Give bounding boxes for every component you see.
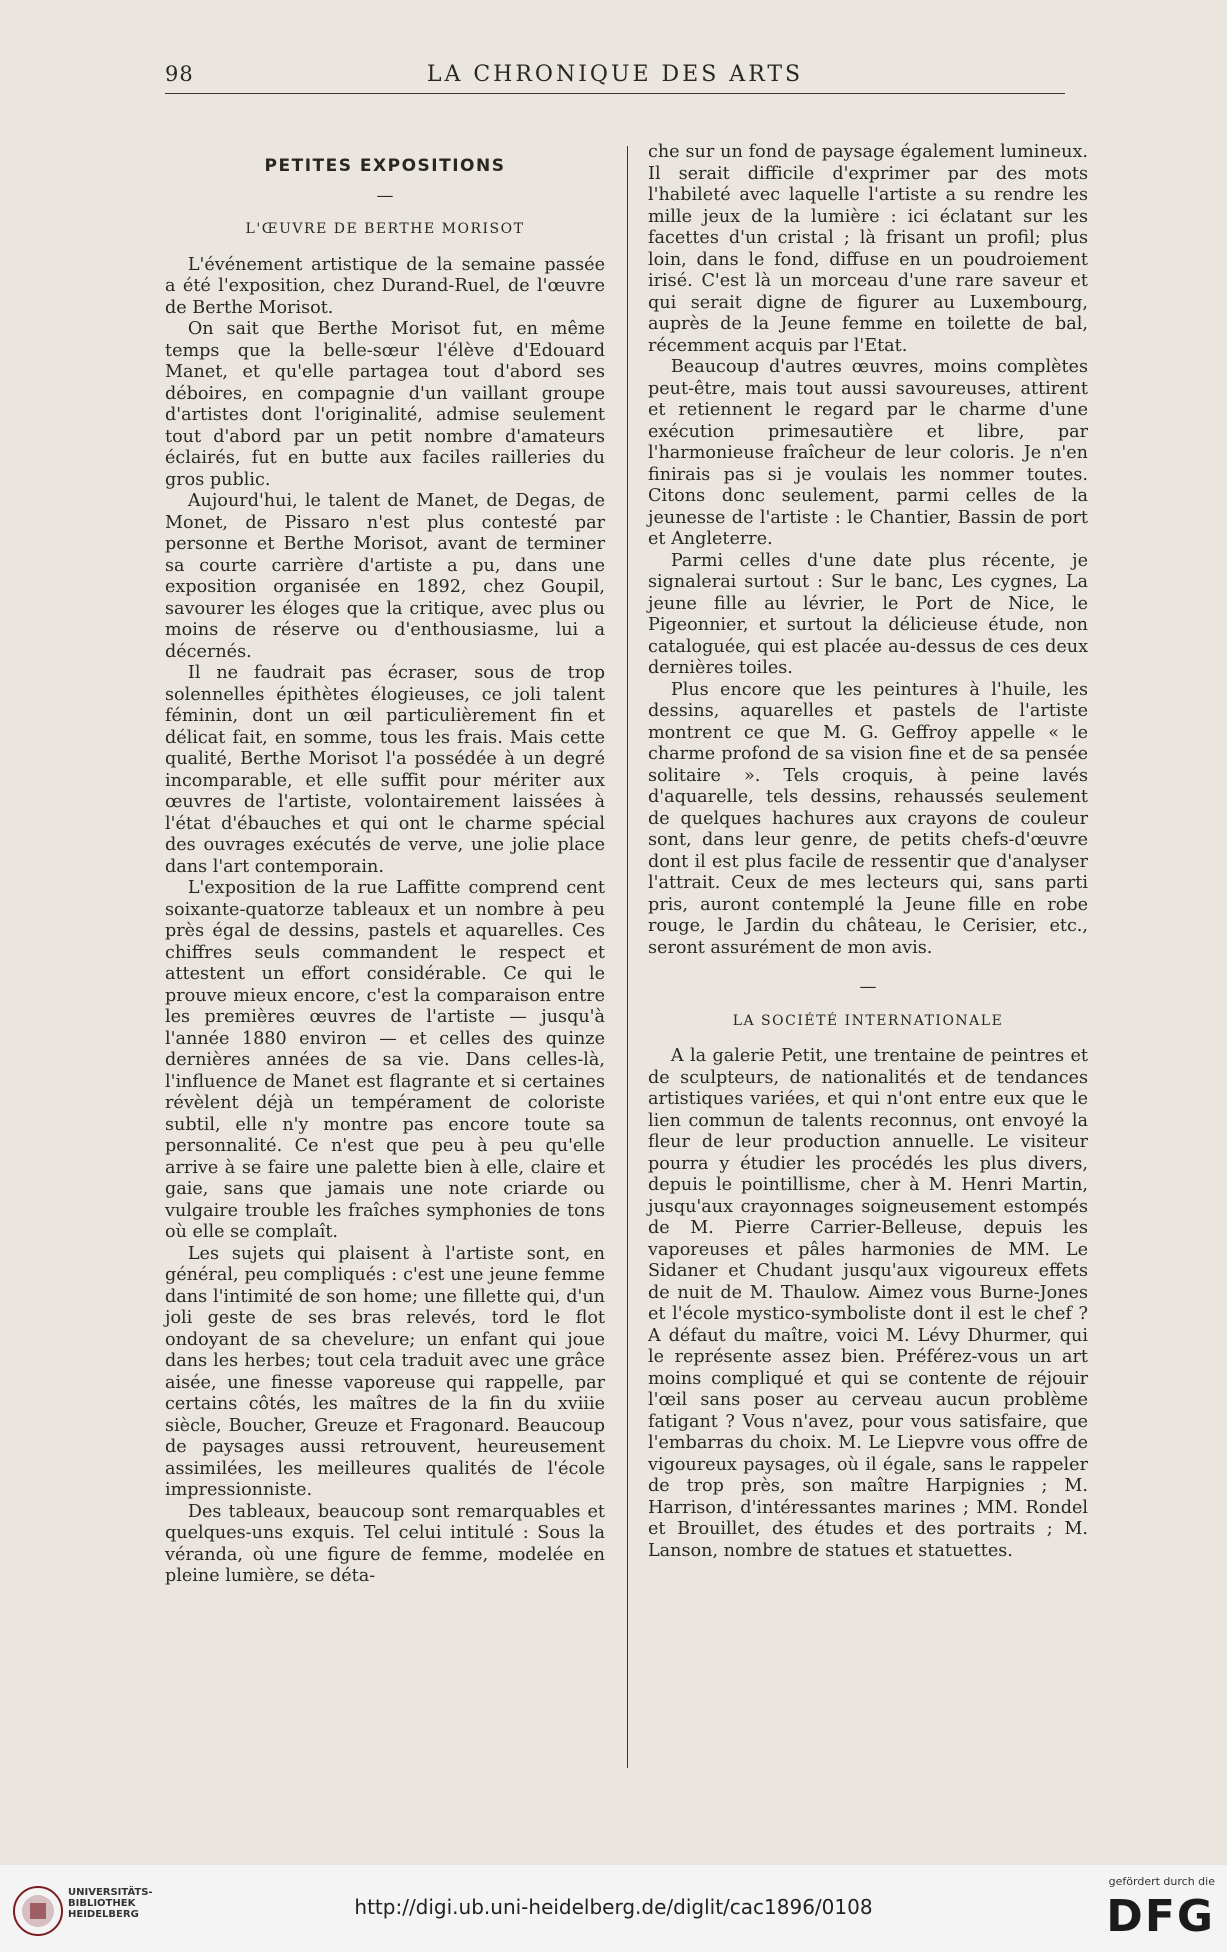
- sponsor-note: gefördert durch die: [1108, 1875, 1215, 1888]
- section-dash: —: [376, 185, 394, 206]
- header-rule: [165, 93, 1065, 94]
- paragraph: Il ne faudrait pas écraser, sous de trop solennelles épithètes élogieuses, ce joli talent féminin, dont un œil particulièrement fin et délicat fait, en somme, tous les frais. Mais cette qualité, Berthe Morisot l'a possédée à un degré incomparable, et elle suffit pour mériter aux œuvres de l'artiste, volontairement laissées à l'état d'ébauches et qui ont le charme spécial des ouvrages exécutés de verve, une jolie place dans l'art contemporain.: [165, 663, 605, 877]
- paragraph: A la galerie Petit, une trentaine de peintres et de sculpteurs, de nationalités et de tendances artistiques variées, et qui n'ont entre eux que le lien commun de talents reconnus, ont envoyé la fleur de leur production annuelle. Le visiteur pourra y étudier les procédés les plus divers, depuis le pointillisme, cher à M. Henri Martin, jusqu'aux crayonnages soigneusement estompés de M. Pierre Carrier-Belleuse, depuis les vaporeuses et pâles harmonies de MM. Le Sidaner et Chudant jusqu'aux vigoureux effets de nuit de M. Thaulow. Aimez vous Burne-Jones et l'école mystico-symboliste dont il est le chef ? A défaut du maître, voici M. Lévy Dhurmer, qui le représente assez bien. Préférez-vous un art moins compliqué et qui se contente de réjouir l'œil sans poser au cerveau aucun problème fatigant ? Vous n'avez, pour vous satisfaire, que l'embarras du choix. M. Le Liepvre vous offre de vigoureux paysages, où il égale, sans le rappeler de trop près, son maître Harpignies ; M. Harrison, d'intéressantes marines ; MM. Rondel et Brouillet, des études et des portraits ; M. Lanson, nombre de statues et statuettes.: [648, 1046, 1088, 1561]
- column-divider: [627, 146, 628, 1768]
- paragraph: che sur un fond de paysage également lumineux. Il serait difficile d'exprimer par des mots l'habileté avec laquelle l'artiste a su rendre les mille jeux de la lumière : ici éclatant sur les facettes d'un cristal ; là frisant un profil; plus loin, dans le fond, diffuse en un poudroiement irisé. C'est là un morceau d'une rare saveur et qui serait digne de figurer au Luxembourg, auprès de la Jeune femme en toilette de bal, récemment acquis par l'Etat.: [648, 142, 1088, 356]
- left-column: [165, 142, 605, 1588]
- paragraph: Les sujets qui plaisent à l'artiste sont, en général, peu compliqués : c'est une jeune femme dans l'intimité de son home; une fillette qui, d'un joli geste de ses bras relevés, tord le flot ondoyant de sa chevelure; un enfant qui joue dans les herbes; tout cela traduit avec une grâce aisée, une finesse vaporeuse qui rappelle, par certains côtés, les maîtres de la fin du xviiie siècle, Boucher, Greuze et Fragonard. Beaucoup de paysages aussi retrouvent, heureusement assimilées, les meilleures qualités de l'école impressionniste.: [165, 1243, 605, 1500]
- running-title: LA CHRONIQUE DES ARTS: [426, 62, 804, 87]
- paragraph: Plus encore que les peintures à l'huile, les dessins, aquarelles et pastels de l'artiste montrent ce que M. G. Geffroy appelle « le charme profond de sa vision fine et de sa pensée solitaire ». Tels croquis, à peine lavés d'aquarelle, tels dessins, rehaussés seulement de quelques hachures aux crayons de couleur sont, dans leur genre, de petits chefs-d'œuvre dont il est plus facile de ressentir que d'analyser l'attrait. Ceux de mes lecteurs qui, sans parti pris, auront contemplé la Jeune fille en robe rouge, le Jardin du château, le Cerisier, etc., seront assurément de mon avis.: [648, 679, 1088, 958]
- section-title: PETITES EXPOSITIONS: [264, 156, 506, 176]
- paragraph: Parmi celles d'une date plus récente, je signalerai surtout : Sur le banc, Les cygnes, La jeune fille au lévrier, le Port de Nice, le Pigeonnier, et surtout la délicieuse étude, non cataloguée, qui est placée au-dessus de ces deux dernières toiles.: [648, 550, 1088, 678]
- subsection-title-morisot: L'ŒUVRE DE BERTHE MORISOT: [245, 221, 525, 237]
- permalink-url[interactable]: http://digi.ub.uni-heidelberg.de/diglit/cac1896/0108: [354, 1895, 873, 1919]
- paragraph: On sait que Berthe Morisot fut, en même temps que la belle-sœur l'élève d'Edouard Manet, et qu'elle partagea tout d'abord ses déboires, en compagnie d'un vaillant groupe d'artistes dont l'originalité, admise seulement tout d'abord par un petit nombre d'amateurs éclairés, fut en butte aux faciles railleries du gros public.: [165, 319, 605, 490]
- paragraph: Des tableaux, beaucoup sont remarquables et quelques-uns exquis. Tel celui intitulé : Sous la véranda, où une figure de femme, modelée en pleine lumière, se déta-: [165, 1501, 605, 1586]
- library-name: UNIVERSITÄTS- BIBLIOTHEK HEIDELBERG: [68, 1887, 153, 1920]
- paragraph: Aujourd'hui, le talent de Manet, de Degas, de Monet, de Pissaro n'est plus contesté par personne et Berthe Morisot, avant de terminer sa courte carrière d'artiste a pu, dans une exposition organisée en 1892, chez Goupil, savourer les éloges que la critique, avec plus ou moins de réserve ou d'enthousiasme, lui a décernés.: [165, 491, 605, 662]
- paragraph: Beaucoup d'autres œuvres, moins complètes peut-être, mais tout aussi savoureuses, attirent et retiennent le regard par le charme d'une exécution primesautière et libre, par l'harmonieuse fraîcheur de leur coloris. Je n'en finirais pas si je voulais les nommer toutes. Citons donc seulement, parmi celles de la jeunesse de l'artiste : le Chantier, Bassin de port et Angleterre.: [648, 357, 1088, 549]
- paragraph: L'exposition de la rue Laffitte comprend cent soixante-quatorze tableaux et un nombre à peu près égal de dessins, pastels et aquarelles. Ces chiffres seuls commandent le respect et attestent un effort considérable. Ce qui le prouve mieux encore, c'est la comparaison entre les premières œuvres de l'artiste — jusqu'à l'année 1880 environ — et celles des quinze dernières années de sa vie. Dans celles-là, l'influence de Manet est flagrante et si certaines révèlent déjà un tempérament de coloriste subtil, elle n'y montre pas encore toute sa personnalité. Ce n'est que peu à peu qu'elle arrive à se faire une palette bien à elle, claire et gaie, sans que jamais une note criarde ou vulgaire trouble les fraîches symphonies de tons où elle se complaît.: [165, 878, 605, 1242]
- dfg-logo: DFG: [1106, 1891, 1215, 1942]
- page-number: 98: [165, 62, 194, 86]
- page-header: [165, 62, 1065, 92]
- paragraph: L'événement artistique de la semaine passée a été l'exposition, chez Durand-Ruel, de l'œuvre de Berthe Morisot.: [165, 254, 605, 318]
- right-column: [648, 142, 1088, 1562]
- subsection-title-societe: LA SOCIÉTÉ INTERNATIONALE: [732, 1012, 1004, 1029]
- digitization-footer: [0, 1865, 1227, 1952]
- section-dash: —: [859, 977, 877, 997]
